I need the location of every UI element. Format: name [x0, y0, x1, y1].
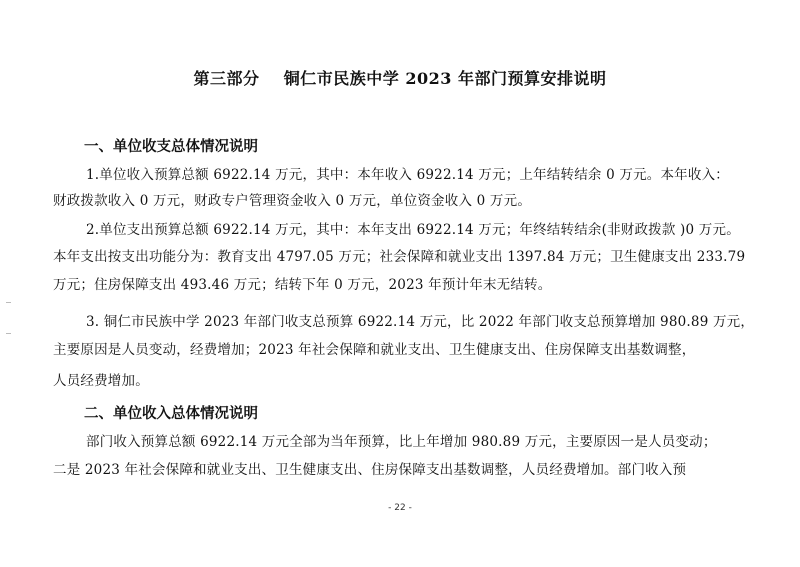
scan-artifact: [6, 333, 11, 334]
paragraph-line: 主要原因是人员变动，经费增加；2023 年社会保障和就业支出、卫生健康支出、住房保障支出基数调整，: [53, 342, 696, 358]
section-heading-1: 一、单位收支总体情况说明: [84, 139, 258, 155]
paragraph-line: 人员经费增加。: [53, 373, 149, 389]
paragraph-line: 3. 铜仁市民族中学 2023 年部门收支总预算 6922.14 万元，比 2022 年部门收支总预算增加 980.89 万元，: [86, 314, 755, 330]
paragraph-line: 2.单位支出预算总额 6922.14 万元，其中：本年支出 6922.14 万元；年终结转结余(非财政拨款 )0 万元。: [86, 222, 740, 238]
page-number: - 22 -: [388, 503, 412, 513]
paragraph-line: 1.单位收入预算总额 6922.14 万元，其中：本年收入 6922.14 万元；上年结转结余 0 万元。本年收入：: [86, 167, 729, 183]
scan-artifact: [6, 302, 11, 303]
paragraph-line: 本年支出按支出功能分为：教育支出 4797.05 万元；社会保障和就业支出 1397.84 万元；卫生健康支出 233.79: [53, 249, 746, 265]
section-heading-2: 二、单位收入总体情况说明: [84, 406, 258, 422]
paragraph-line: 二是 2023 年社会保障和就业支出、卫生健康支出、住房保障支出基数调整，人员经费增加。部门收入预: [53, 462, 687, 478]
page-title: 第三部分 铜仁市民族中学 2023 年部门预算安排说明: [193, 69, 607, 88]
paragraph-line: 部门收入预算总额 6922.14 万元全部为当年预算，比上年增加 980.89 万元，主要原因一是人员变动；: [86, 434, 717, 450]
paragraph-line: 财政拨款收入 0 万元，财政专户管理资金收入 0 万元，单位资金收入 0 万元。: [53, 193, 532, 209]
paragraph-line: 万元；住房保障支出 493.46 万元；结转下年 0 万元，2023 年预计年末无结转。: [53, 277, 552, 293]
